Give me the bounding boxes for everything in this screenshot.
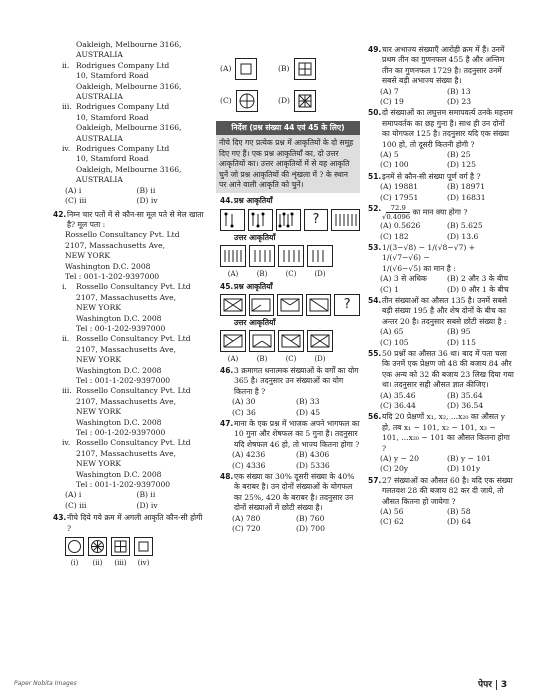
question-number: 53. [368, 242, 382, 252]
question-text: का मान क्या होगा ? [412, 207, 468, 217]
question-number: 52. [368, 204, 382, 214]
address-line: Rodrigues Company Ltd [76, 144, 170, 154]
option: (D) 13.6 [447, 231, 479, 241]
section-header: निर्देश (प्रश्न संख्या 44 एवं 45 के लिए) [216, 121, 360, 135]
q44-answer-figures [220, 245, 360, 267]
option: (B) ii [136, 185, 156, 195]
address-choice [53, 40, 208, 61]
option: (C) 20y [380, 464, 409, 474]
question-options [220, 397, 360, 418]
option: (C) 17951 [380, 192, 419, 202]
figure-label: (C) [285, 355, 297, 364]
question-figures-heading: प्रश्न आकृतियाँ [234, 281, 273, 291]
option: (A) y − 20 [380, 454, 419, 464]
option: (D) 0 और 1 के बीच [447, 284, 509, 294]
column-middle [220, 58, 360, 534]
answer-label-c: (C) [220, 95, 232, 105]
q42-original-address [53, 230, 208, 282]
question-number: 51. [368, 171, 382, 181]
fraction-numerator: 72.9 [386, 204, 410, 213]
arrow-figure-2 [248, 209, 273, 231]
figure-circle-in-square [65, 537, 84, 556]
option: (A) 5 [380, 150, 399, 160]
envelope-answer-a [220, 330, 246, 352]
question-text: 27 संख्याओं का औसत 60 है। यदि एक संख्या गलतवश 28 की बजाय 82 कर दी जाये, तो औसत कितना हो जायेगा ? [382, 475, 513, 506]
question-42 [53, 210, 208, 231]
figure-label: (iv) [137, 559, 150, 568]
option: (C) iii [65, 500, 87, 510]
question-figures-heading: प्रश्न आकृतियाँ [234, 196, 273, 206]
address-line: Rodrigues Company Ltd [76, 102, 170, 112]
option: (B) 25 [447, 150, 471, 160]
address-line: 2107, Massachusetts Ave, [76, 448, 176, 458]
option: (D) 36.54 [447, 401, 484, 410]
question [220, 472, 360, 514]
option: (D) 125 [447, 160, 476, 170]
option: (C) iii [65, 196, 87, 206]
figure-asterisk-circle [88, 537, 107, 556]
question-expression: 1/(3−√8) − 1/(√8−√7) + 1/(√7−√6) − [382, 242, 476, 263]
choice-number: i. [62, 282, 67, 292]
question-options [368, 454, 514, 475]
option: (D) 16831 [447, 192, 486, 202]
question-text: चार अभाज्य संख्याएँ आरोही क्रम में हैं। उनमें प्रथम तीन का गुणनफल 455 है और अन्तिम तीन का गुणनफल 1729 है। तदनुसार उनमें सबसे बड़ी अभाज्य संख्या है। [382, 45, 505, 86]
option: (A) 35.46 [380, 390, 416, 400]
address-line: Rossello Consultancy Pvt. Ltd [76, 386, 191, 396]
page-no: 3 [500, 680, 508, 690]
publisher-logo: Paper Nobita Images [14, 680, 77, 687]
envelope-figure-2 [249, 294, 275, 316]
option: (D) 700 [296, 523, 325, 533]
divider [496, 680, 497, 690]
question-options [368, 327, 514, 348]
option: (C) 720 [232, 523, 261, 533]
address-line: 2107, Massachusetts Ave, [76, 292, 176, 302]
question-43 [53, 513, 208, 534]
figure-label: (D) [314, 270, 326, 279]
address-line: Washington D.C. 2008 [76, 469, 162, 479]
q44-labels [220, 269, 360, 279]
sqrt-fraction: √ $\frac{72.9}{0.4096}$ [382, 204, 411, 222]
question-text: निम्न चार पतों में से कौन-सा मूल पते से मेल खाता है? मूल पता : [67, 209, 204, 229]
address-line: Rossello Consultancy Pvt. Ltd [76, 438, 191, 448]
figure-label: (iii) [114, 559, 127, 568]
envelope-answer-d [307, 330, 333, 352]
option: (A) 7 [380, 86, 399, 96]
arrow-answer-b [249, 245, 275, 267]
question-number: 56. [368, 412, 382, 422]
choice-number: iv. [62, 144, 71, 154]
choice-number: iii. [62, 386, 72, 396]
option: (B) 33 [296, 397, 320, 407]
address-line: AUSTRALIA [76, 133, 123, 143]
figure-label: (D) [314, 355, 326, 364]
col3-questions-b [368, 296, 514, 528]
figure-label: (B) [256, 355, 268, 364]
option: (A) 780 [232, 513, 261, 523]
option: (C) 19 [380, 97, 404, 107]
figure-label: (A) [227, 270, 239, 279]
q41-choices [53, 40, 208, 186]
question [368, 476, 514, 507]
q44-question-figures [220, 209, 360, 231]
question [368, 108, 514, 150]
arrow-figure-3 [276, 209, 301, 231]
question-options [368, 87, 514, 108]
envelope-figure-3 [277, 294, 303, 316]
option: (A) 3 से अधिक [380, 274, 427, 284]
col3-questions-a [368, 45, 514, 203]
question-number: 48. [220, 471, 234, 481]
envelope-answer-b [249, 330, 275, 352]
option: (D) 101y [447, 464, 481, 474]
option: (B) 760 [296, 513, 325, 523]
envelope-answer-c [278, 330, 304, 352]
question-number: 42. [53, 209, 67, 219]
address-line: Washington D.C. 2008 [76, 417, 162, 427]
question-number: 45. [220, 281, 234, 291]
question-text: एक संख्या का 30% दूसरी संख्या के 40% के बराबर है। उन दोनों संख्याओं के योगफल का 25%, 420 के बराबर है। तदनुसार उन दोनों संख्याओं में छोटी संख्या है। [234, 471, 355, 513]
address-choice [53, 102, 208, 144]
question [220, 366, 360, 397]
question-text: नीचे दिये गये क्रम में अगली आकृति कौन-सी होगी ? [67, 513, 203, 533]
answer-figure-c [236, 90, 258, 112]
option: (B) 2 और 3 के बीच [447, 274, 509, 284]
question-number: 43. [53, 513, 67, 523]
option: (C) 4336 [232, 460, 266, 470]
q43-answer-figures [220, 58, 360, 118]
q42-options [53, 490, 208, 511]
question-options [220, 450, 360, 471]
address-line: Rodrigues Company Ltd [76, 60, 170, 70]
address-line: Tel : 001-1-202-9397000 [76, 480, 171, 490]
question-number: 49. [368, 45, 382, 54]
answer-label-a: (A) [220, 63, 232, 73]
address-choice [53, 282, 208, 334]
address-line: 2107, Massachusetts Ave, [76, 396, 176, 406]
question-number: 47. [220, 418, 234, 428]
question-expression-cont: 1/(√6−√5) का मान है : [382, 263, 456, 273]
address-choice [53, 144, 208, 186]
address-line: Rossello Consultancy Pvt. Ltd [65, 230, 180, 240]
option: (B) ii [136, 490, 156, 500]
address-line: Oakleigh, Melbourne 3166, [76, 123, 182, 133]
option: (C) 36.44 [380, 401, 416, 410]
section-instructions: नीचे दिए गए प्रत्येक प्रश्न में आकृतियों के दो समूह दिए गए हैं। एक प्रश्न आकृतियाँ का, दो उत्तर आकृतियों का। उत्तर आकृतियों में से वह आकृति चुनें जो प्रश्न आकृतियों की शृंखला में ? के स्थान पर आने वाली आकृति को चुनें। [216, 135, 360, 193]
page-label: पेपर [478, 680, 492, 690]
col2-questions [220, 366, 360, 535]
question [368, 296, 514, 327]
q53-options [368, 274, 514, 295]
option: (B) 95 [447, 327, 471, 337]
figure-square-only [134, 537, 153, 556]
address-line: 10, Stamford Road [76, 154, 149, 164]
figure-label: (A) [227, 355, 239, 364]
question-text: दो संख्याओं का लघुत्तम समापवर्त्य उनके महत्तम समापवर्तक का छह गुना है। साथ ही उन दोनों का योगफल 125 है। तदनुसार यदि एक संख्या 100 हो, तो दूसरी कितनी होगी ? [382, 108, 513, 149]
address-choice [53, 438, 208, 490]
question [368, 349, 514, 391]
envelope-figure-1 [220, 294, 246, 316]
q45-labels [220, 354, 360, 364]
arrow-answer-a [220, 245, 246, 267]
answer-figure-a [235, 58, 257, 80]
question-text: 50 प्रश्नों का औसत 36 था। बाद में पता चला कि उनमें एक प्रेक्षण जो 48 की बजाय 84 और एक अन्य को 32 की बजाय 23 लिख दिया गया था। तदनुसार सही औसत ज्ञात कीजिए। [382, 348, 514, 390]
question [368, 172, 514, 182]
option: (B) 35.64 [447, 390, 483, 400]
address-line: Tel : 00-1-202-9397000 [76, 323, 166, 333]
column-right [368, 44, 514, 528]
option: (B) y − 101 [447, 454, 491, 464]
arrow-answer-c [278, 245, 304, 267]
question-text: यदि 20 प्रेक्षणों x₁, x₂, ...x₂₀ का औसत y हो, तब x₁ − 101, x₂ − 101, x₃ − 101, ...x₂₀ − 101 का औसत कितना होगा ? [382, 412, 510, 453]
address-line: NEW YORK [65, 251, 111, 261]
question-text: 3 क्रमागत धनात्मक संख्याओं के वर्गों का योग 365 है। तदनुसार उन संख्याओं का योग कितना है ? [234, 365, 359, 396]
question-number: 44. [220, 196, 234, 206]
question-44 [220, 196, 360, 206]
address-line: Tel : 001-1-202-9397000 [65, 271, 160, 281]
arrow-figure-1 [220, 209, 245, 231]
option: (A) 56 [380, 507, 404, 517]
figure-grid-square [111, 537, 130, 556]
question [220, 419, 360, 450]
question-options [368, 391, 514, 412]
answer-label-b: (B) [278, 63, 290, 73]
option: (A) 30 [232, 397, 256, 407]
option: (D) iv [136, 500, 158, 510]
question-options [368, 150, 514, 171]
missing-figure: ? [304, 209, 329, 231]
address-line: NEW YORK [76, 459, 122, 469]
figure-label: (i) [70, 559, 79, 568]
answer-label-d: (D) [278, 95, 291, 105]
option: (B) 13 [447, 86, 471, 96]
option: (D) 23 [447, 97, 472, 107]
address-line: Washington D.C. 2008 [76, 313, 162, 323]
question-text: माना के एक प्रश्न में भाजक अपने भागफल का 10 गुना और शेषफल का 5 गुना है। तदनुसार यदि शेषफल 46 हो, तो भाज्य कितना होगा ? [234, 418, 360, 449]
address-line: Oakleigh, Melbourne 3166, [76, 40, 182, 49]
address-line: 10, Stamford Road [76, 71, 149, 81]
q42-choices [53, 282, 208, 490]
question [368, 45, 514, 87]
question-number: 57. [368, 475, 382, 485]
answer-figure-b [294, 58, 316, 80]
page-number [478, 677, 507, 690]
q43-figures [53, 537, 208, 556]
address-line: 2107, Massachusetts Ave, [76, 344, 176, 354]
address-line: Oakleigh, Melbourne 3166, [76, 81, 182, 91]
option: (B) 58 [447, 507, 471, 517]
address-line: Washington D.C. 2008 [65, 261, 151, 271]
option: (D) 64 [447, 517, 472, 527]
question-text: इनमें से कौन-सी संख्या पूर्ण वर्ग है ? [382, 171, 481, 181]
column-left [53, 40, 208, 569]
address-line: NEW YORK [76, 303, 122, 313]
missing-figure: ? [334, 294, 360, 316]
arrow-figure-5 [331, 209, 360, 231]
q45-answer-figures [220, 330, 360, 352]
answer-figures-heading: उत्तर आकृतियाँ [234, 232, 276, 242]
option: (C) 182 [380, 231, 409, 241]
figure-label: (ii) [92, 559, 103, 568]
question-52 [368, 204, 514, 221]
option: (D) iv [136, 196, 158, 206]
option: (D) 115 [447, 337, 476, 347]
address-line: Tel : 00-1-202-9397000 [76, 428, 166, 438]
address-line: AUSTRALIA [76, 92, 123, 102]
option: (B) 5.625 [447, 221, 483, 231]
address-choice [53, 386, 208, 438]
choice-number: iii. [62, 102, 72, 112]
question-number: 55. [368, 348, 382, 358]
question-45 [220, 282, 360, 292]
arrow-answer-d [307, 245, 333, 267]
question-53 [368, 243, 514, 274]
choice-number: ii. [62, 60, 70, 70]
question-options [368, 182, 514, 203]
option: (C) 36 [232, 407, 256, 417]
choice-number: ii. [62, 334, 70, 344]
option: (A) 65 [380, 327, 404, 337]
answer-figures-heading: उत्तर आकृतियाँ [234, 318, 276, 328]
question-number: 50. [368, 108, 382, 118]
choice-number: iv. [62, 438, 71, 448]
q45-question-figures [220, 294, 360, 316]
option: (D) 45 [296, 407, 321, 417]
option: (C) 62 [380, 517, 404, 527]
question-options [368, 507, 514, 528]
address-line: 2107, Massachusetts Ave, [65, 240, 165, 250]
question-number: 54. [368, 295, 382, 305]
option: (B) 4306 [296, 450, 330, 460]
option: (D) 5336 [296, 460, 330, 470]
address-line: Tel : 001-1-202-9397000 [76, 376, 171, 385]
address-line: Washington D.C. 2008 [76, 365, 162, 375]
figure-label: (C) [285, 270, 297, 279]
address-line: NEW YORK [76, 407, 122, 417]
q43-labels [53, 558, 208, 568]
figure-label: (B) [256, 270, 268, 279]
address-line: AUSTRALIA [76, 50, 123, 60]
option: (C) 1 [380, 284, 399, 294]
address-line: AUSTRALIA [76, 175, 123, 185]
option: (A) 0.5626 [380, 221, 421, 231]
address-line: Rossello Consultancy Pvt. Ltd [76, 282, 191, 292]
option: (B) 18971 [447, 182, 486, 192]
fraction-denominator: 0.4096 [386, 213, 411, 222]
question-number: 46. [220, 365, 234, 375]
question-text: तीन संख्याओं का औसत 135 है। उनमें सबसे बड़ी संख्या 195 है और शेष दोनों के बीच का अन्तर 20 है। तदनुसार सबसे छोटी संख्या है : [382, 295, 508, 326]
q41-options [53, 186, 208, 207]
option: (A) i [65, 185, 82, 195]
envelope-figure-4 [306, 294, 332, 316]
option: (C) 100 [380, 160, 409, 170]
q52-options [368, 221, 514, 242]
address-line: 10, Stamford Road [76, 112, 149, 122]
option: (A) 4236 [232, 450, 266, 460]
address-line: NEW YORK [76, 355, 122, 365]
option: (A) i [65, 490, 82, 500]
answer-figure-d [294, 90, 316, 112]
address-choice [53, 334, 208, 386]
question-options [220, 514, 360, 535]
address-line: Oakleigh, Melbourne 3166, [76, 164, 182, 174]
address-line: Rossello Consultancy Pvt. Ltd [76, 334, 191, 344]
option: (A) 19881 [380, 182, 418, 192]
address-choice [53, 61, 208, 103]
option: (C) 105 [380, 337, 409, 347]
question [368, 412, 514, 454]
